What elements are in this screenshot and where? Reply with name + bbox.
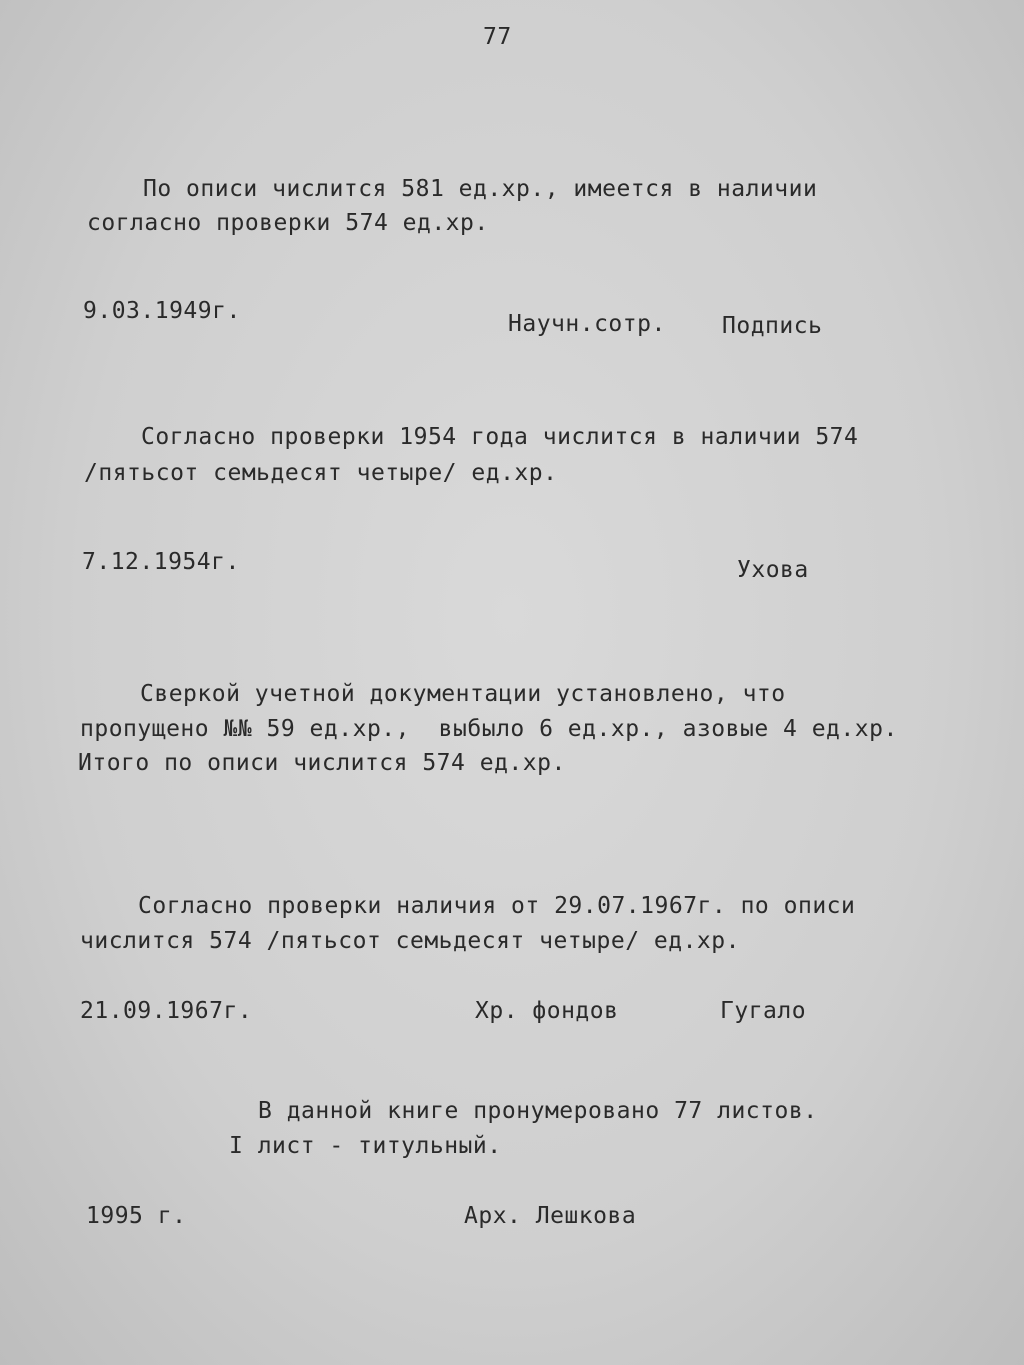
block3-line2: пропущено №№ 59 ед.хр., выбыло 6 ед.хр., азовые 4 ед.хр. (80, 716, 898, 742)
block3-line3: Итого по описи числится 574 ед.хр. (78, 750, 566, 776)
block2-line1: Согласно проверки 1954 года числится в наличии 574 (141, 424, 859, 450)
block4-signature: Гугало (720, 998, 807, 1024)
block5-signature: Арх. Лешкова (464, 1203, 637, 1229)
block4-position: Хр. фондов (475, 998, 619, 1024)
block2-date: 7.12.1954г. (82, 549, 240, 575)
block2-line2: /пятьсот семьдесят четыре/ ед.хр. (84, 460, 558, 486)
block5-line1: В данной книге пронумеровано 77 листов. (258, 1098, 818, 1124)
block1-position: Научн.сотр. (508, 311, 666, 337)
block5-line2: I лист - титульный. (229, 1133, 502, 1159)
block1-line1: По описи числится 581 ед.хр., имеется в наличии (143, 176, 818, 202)
block3-line1: Сверкой учетной документации установлено, что (140, 681, 786, 707)
block1-date: 9.03.1949г. (83, 298, 241, 324)
page-number: 77 (483, 24, 512, 50)
block2-signature: Ухова (737, 557, 809, 583)
block4-line2: числится 574 /пятьсот семьдесят четыре/ ед.хр. (80, 928, 740, 954)
block1-signature: Подпись (722, 313, 823, 339)
block4-date: 21.09.1967г. (80, 998, 253, 1024)
block5-date: 1995 г. (86, 1203, 187, 1229)
block4-line1: Согласно проверки наличия от 29.07.1967г. по описи (138, 893, 856, 919)
block1-line2: согласно проверки 574 ед.хр. (87, 210, 489, 236)
